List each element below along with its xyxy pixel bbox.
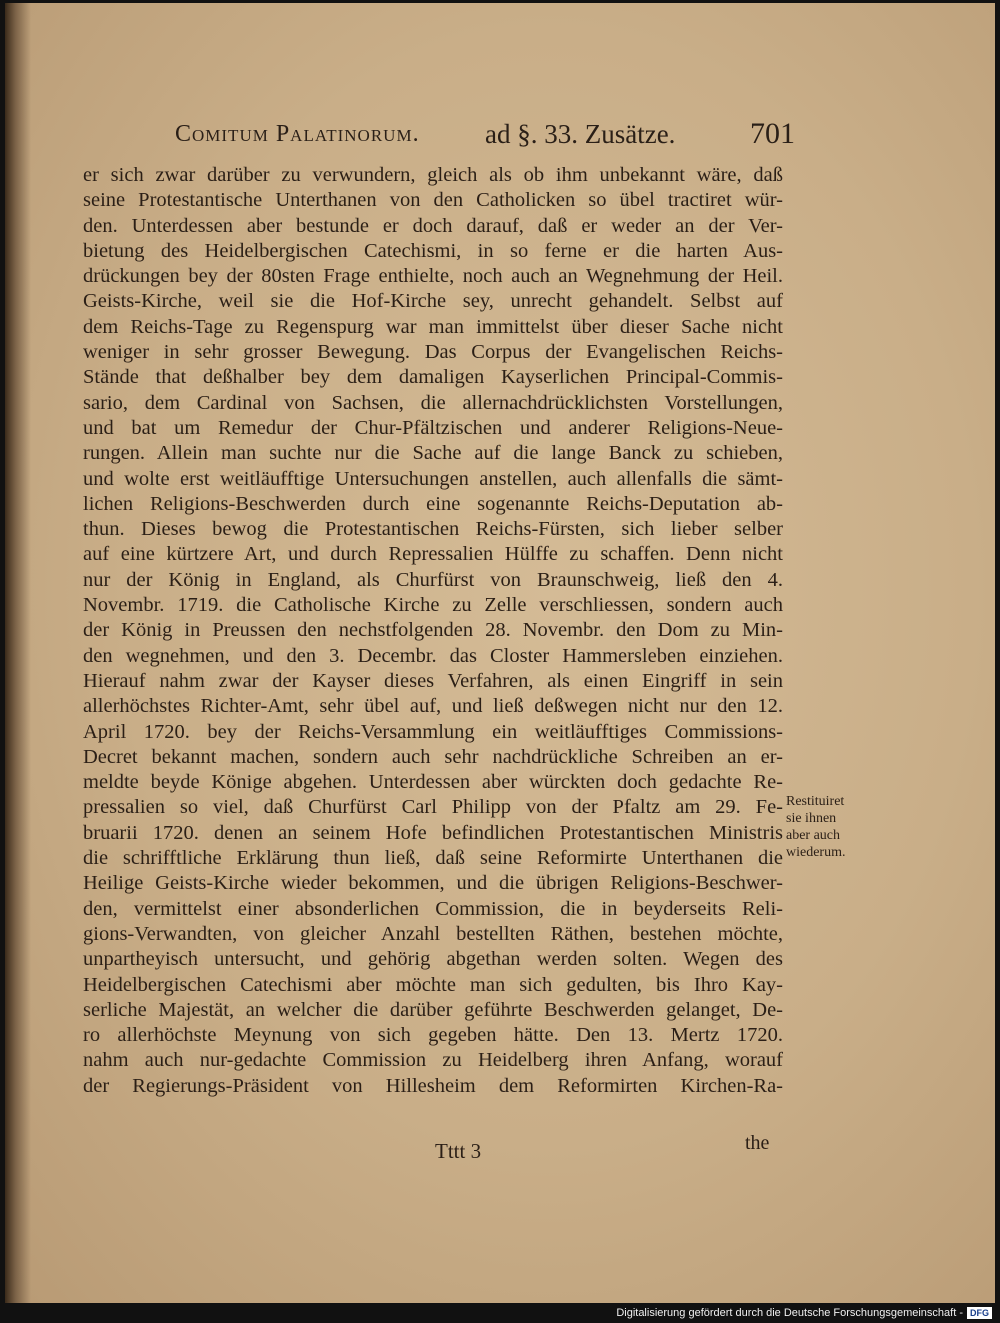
margin-note-line: aber auch [786, 828, 841, 843]
text-line: Decret bekannt machen, sondern auch sehr nachdrückliche Schreiben an er- [83, 745, 783, 768]
text-line: Hierauf nahm zwar der Kayser dieses Verfahren, als einen Eingriff in sein [83, 669, 783, 692]
text-line: sario, dem Cardinal von Sachsen, die allernachdrücklichsten Vorstellungen, [83, 391, 783, 414]
text-line: Heidelbergischen Catechismi aber möchte man sich gedulten, bis Ihro Kay- [83, 973, 783, 996]
dfg-logo: DFG [967, 1307, 992, 1319]
footer-text: Digitalisierung gefördert durch die Deutsche Forschungsgemeinschaft - [616, 1306, 963, 1319]
text-line: drückungen bey der 80sten Frage enthielte, noch auch an Wegnehmung der Heil. [83, 265, 783, 288]
text-line: auf eine kürtzere Art, und durch Repressalien Hülffe zu schaffen. Denn nicht [83, 543, 783, 566]
text-line: und bat um Remedur der Chur-Pfältzischen und anderer Religions-Neue- [83, 416, 783, 439]
page-number: 701 [750, 117, 795, 150]
text-line: thun. Dieses bewog die Protestantischen Reichs-Fürsten, sich lieber selber [83, 518, 783, 541]
text-line: den wegnehmen, und den 3. Decembr. das Closter Hammersleben einziehen. [83, 644, 783, 667]
text-line: den. Unterdessen aber bestunde er doch darauf, daß er weder an der Ver- [83, 214, 783, 237]
text-line: Stände that deßhalber bey dem damaligen Kayserlichen Principal-Commis- [83, 366, 783, 389]
page-gutter-shadow [5, 3, 31, 1303]
text-line: er sich zwar darüber zu verwundern, gleich als ob ihm unbekannt wäre, daß [83, 164, 783, 186]
text-line: April 1720. bey der Reichs-Versammlung ein weitläufftiges Commissions- [83, 720, 783, 743]
text-line: der König in Preussen den nechstfolgenden 28. Novembr. den Dom zu Min- [83, 619, 783, 642]
page-header [175, 115, 795, 155]
text-line: bruarii 1720. denen an seinem Hofe befindlichen Protestantischen Ministris [83, 821, 783, 844]
digitization-footer [616, 1305, 992, 1320]
text-line: ro allerhöchste Meynung von sich gegeben hätte. Den 13. Mertz 1720. [83, 1024, 783, 1047]
text-line: rungen. Allein man suchte nur die Sache auf die lange Banck zu schieben, [83, 442, 783, 465]
margin-note-line: sie ihnen [786, 811, 837, 826]
margin-note [786, 793, 868, 861]
book-page [5, 3, 995, 1303]
text-line: gions-Verwandten, von gleicher Anzahl bestellten Räthen, bestehen möchte, [83, 922, 783, 945]
catchword: the [745, 1132, 770, 1154]
text-line: der Regierungs-Präsident von Hillesheim dem Reformirten Kirchen-Ra- [83, 1074, 783, 1097]
text-line: bietung des Heidelbergischen Catechismi, in so ferne er die harten Aus- [83, 239, 783, 262]
signature-mark: Tttt 3 [435, 1139, 482, 1163]
margin-note-line: wiederum. [786, 845, 846, 860]
text-line: unpartheyisch untersucht, und gehörig abgethan werden solten. Wegen des [83, 948, 783, 971]
text-line: die schrifftliche Erklärung thun ließ, daß seine Reformirte Unterthanen die [83, 847, 783, 870]
text-line: Geists-Kirche, weil sie die Hof-Kirche sey, unrecht gehandelt. Selbst auf [83, 290, 783, 313]
text-line: Novembr. 1719. die Catholische Kirche zu Zelle verschliessen, sondern auch [83, 594, 783, 617]
text-line: allerhöchstes Richter-Amt, sehr übel auf, und ließ deßwegen nicht nur den 12. [83, 695, 783, 718]
text-line: Heilige Geists-Kirche wieder bekommen, und die übrigen Religions-Beschwer- [83, 872, 783, 895]
text-line: nur der König in England, als Churfürst von Braunschweig, ließ den 4. [83, 568, 783, 591]
text-line: dem Reichs-Tage zu Regenspurg war man immittelst über dieser Sache nicht [83, 315, 783, 338]
running-title: Comitum Palatinorum. [175, 121, 420, 147]
text-line: serliche Majestät, an welcher die darüber geführte Beschwerden gelanget, De- [83, 998, 783, 1021]
body-text [83, 163, 783, 1099]
section-reference: ad §. 33. Zusätze. [485, 119, 676, 149]
margin-note-line: Restituiret [786, 794, 845, 809]
text-line: und wolte erst weitläufftige Untersuchungen anstellen, auch allenfalls die sämt- [83, 467, 783, 490]
text-line: den, vermittelst einer absonderlichen Commission, die in beyderseits Reli- [83, 897, 783, 920]
text-line: nahm auch nur-gedachte Commission zu Heidelberg ihren Anfang, worauf [83, 1049, 783, 1072]
text-line: pressalien so viel, daß Churfürst Carl Philipp von der Pfaltz am 29. Fe- [83, 796, 783, 819]
text-line: seine Protestantische Unterthanen von den Catholicken so übel tractiret wür- [83, 189, 783, 212]
text-line: meldte beyde Könige abgehen. Unterdessen aber würckten doch gedachte Re- [83, 771, 783, 794]
text-line: lichen Religions-Beschwerden durch eine sogenannte Reichs-Deputation ab- [83, 492, 783, 515]
text-line: weniger in sehr grosser Bewegung. Das Corpus der Evangelischen Reichs- [83, 341, 783, 364]
